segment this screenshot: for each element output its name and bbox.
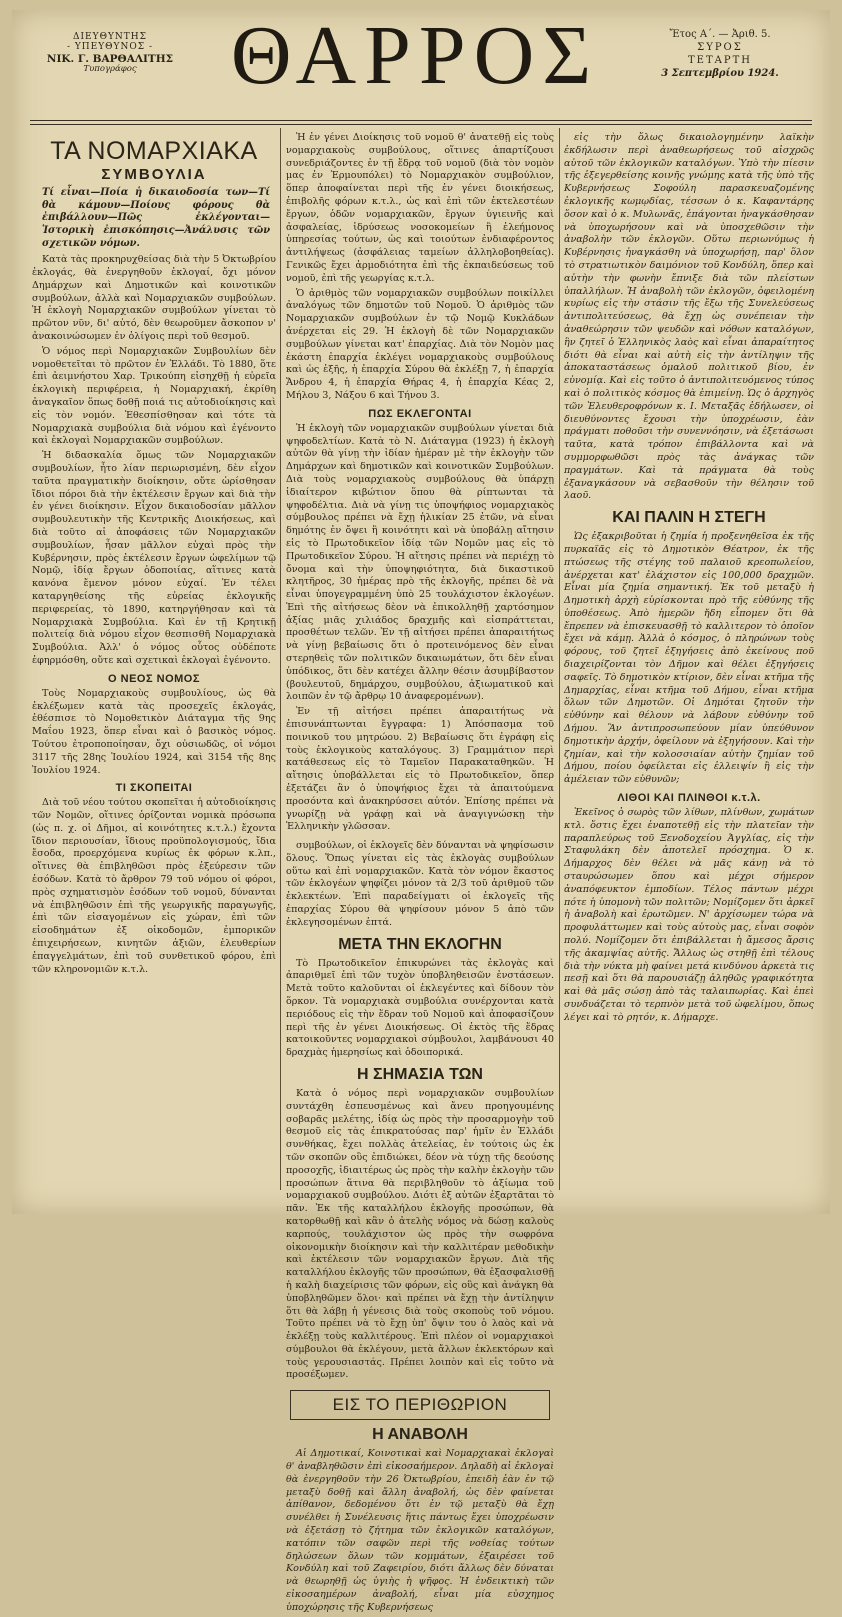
paragraph: Ἡ ἐν γένει Διοίκησις τοῦ νομοῦ θ' ἀνατεθῇ εἰς τοὺς νομαρχιακοὺς συμβούλους, οἵτινες ἀπαρτίζουσι συνεδριάζοντες ἐν τῇ ἕδρᾳ τοῦ νομοῦ (διὰ τὸν νομὸν μας ἐν Ἑρμουπόλει) τὸ Νομαρχιακὸν συμβούλιον, ὅπερ ἀποφαίνεται περὶ τῆς ἐν γένει διοικήσεως, ἐπιβολῆς φόρων κ.τ.λ., ὡς καὶ ἐπὶ τῶν ἐκτελεστέων ἔργων, ὁδῶν νομαρχιακῶν, ἔργων ὑγιεινῆς καὶ ἀσφαλείας, ἰδρύσεως νοσοκομείων ἢ ἐλεήμονος ὑπηρεσίας τούτων, ὡς καὶ τοιούτων ἐνδιαφέροντος ἀντιλήψεως (ἀσφάλειας ταμείων ἀλληλοβοηθείας). Γενικῶς ἔχει ἁρμοδιότητα ἐπὶ τῆς ἐκπαιδεύσεως τοῦ νομοῦ, ἐπὶ τῆς γεωργίας κ.τ.λ. xyxy=(286,132,554,284)
section-heading: ΤΙ ΣΚΟΠΕΙΤΑΙ xyxy=(115,782,193,795)
section-heading: ΚΑΙ ΠΑΛΙΝ Η ΣΤΕΓΗ xyxy=(612,509,766,527)
masthead-issue-block xyxy=(640,28,800,80)
article-abstract: Τί εἶναι—Ποία ἡ δικαιοδοσία των—Τί θὰ κάμουν—Ποίους φόρους θὰ ἐπιβάλλουν—Πῶς ἐκλέγονται—Ἱστορικὴ ἐπισκόπησις—Ἀνάλυσις τῶν σχετικῶν νόμων. xyxy=(42,187,270,249)
issue-day: ΤΕΤΑΡΤΗ xyxy=(688,55,752,66)
column-2-upper xyxy=(286,132,554,836)
column-2 xyxy=(286,132,554,1613)
section-heading: Η ΣΗΜΑΣΙΑ ΤΩΝ xyxy=(357,1065,483,1083)
article-title: ΤΑ ΝΟΜΑΡΧΙΑΚΑ xyxy=(50,137,258,165)
column-divider-1 xyxy=(280,128,281,1190)
paragraph: Ἐν τῇ αἰτήσει πρέπει ἀπαραιτήτως νὰ ἐπισυνάπτωνται ἔγγραφα: 1) Ἀπόσπασμα τοῦ ποινικοῦ του μητρώου. 2) Βεβαίωσις ὅτι ἐγράφη εἰς τοὺς ἐκλογικοὺς καταλόγους. 3) Γραμμάτιον περὶ κατάθεσεως εἰς τὸ Ταμεῖον Παρακαταθηκῶν. Ἡ αἴτησις ὑποβάλλεται εἰς τὸ Πρωτοδικεῖον, ὅπερ ἐξετάζει ἂν ὁ ὑποψήφιος ἔχει τὰ ἀπαιτούμενα προσόντα καὶ ἀνακηρύσσει αὐτόν. Ἐπίσης πρέπει νὰ γνωρίζῃ νὰ γράφῃ καὶ νὰ ἀναγιγνώσκῃ τὴν Ἑλληνικὴν γλῶσσαν. xyxy=(286,706,554,833)
paragraph: Ἡ ἐκλογὴ τῶν νομαρχιακῶν συμβούλων γίνεται διὰ ψηφοδελτίων. Κατὰ τὸ Ν. Διάταγμα (1923) ἡ ἐκλογὴ αὐτῶν θὰ γίνῃ τὴν ἰδίαν ἡμέραν μὲ τὴν ἐκλογὴν τῶν Δημάρχων καὶ δημοτικῶν καὶ κοινοτικῶν Συμβούλων. Διὰ τοὺς νομαρχιακοὺς συμβούλους θὰ ὑπάρχῃ ἰδιαίτερον κιβώτιον ὅπου θὰ ρίπτωνται τὰ ψηφοδέλτια. Διὰ νὰ γίνῃ τις ὑποψήφιος νομαρχιακὸς σύμβουλος πρέπει νὰ ἔχῃ ἡλικίαν 25 ἐτῶν, νὰ εἶναι δημότης ἐν ὄψει ἢ κοινότητι καὶ νὰ ὑποβάλῃ αἴτησιν εἰς τὸ Πρωτοδικεῖον ἰδίᾳ τῶν Νομῶν μας εἰς τὸ Πρωτοδικεῖον Σύρου. Ἡ αἴτησις πρέπει νὰ περιέχῃ τὸ ὄνομα καὶ τὴν ὑποψηφιότητα, διὰ δικαστικοῦ κλητῆρος, 30 ἡμέρας πρὸ τῆς ἐκλογῆς, πρέπει δὲ νὰ εἶναι ὑπογεγραμμένη ὑπὸ 25 τουλάχιστον ἐκλογέων. Ἐπὶ τῆς αἰτήσεως δὲον νὰ ἐπικολληθῇ χαρτόσημον ἀξίας μιᾶς χιλιάδος δραχμῆς καὶ εἰσπράττεται, προσθέτων τελῶν. Ἐν τῇ αἰτήσει πρέπει ἀπαραιτήτως νὰ γίνῃ βεβαίωσις ὅτι ὁ προτεινόμενος δὲν εἶναι στερηθεὶς τῶν πολιτικῶν δικαιωμάτων, ὅτι δὲν εἶναι ὑπόδικος, ὅτι δὲν κατέχει ἄλλην θέσιν ἀσυμβίβαστον (βουλευτοῦ, δημάρχου, συμβούλου, ἀξιωματικοῦ καὶ λοιπῶν ἐν τῷ ἄρθρῳ 10 ἀναφερομένων). xyxy=(286,422,554,703)
issue-date: 3 Σεπτεμβρίου 1924. xyxy=(661,68,779,79)
masthead-editor-block xyxy=(40,32,180,75)
masthead xyxy=(12,10,830,118)
margin-box-heading: ΕΙΣ ΤΟ ΠΕΡΙΘΩΡΙΟΝ xyxy=(290,1390,550,1420)
masthead-rule-top xyxy=(30,120,812,121)
editor-label: ΔΙΕΥΘΥΝΤΗΣ xyxy=(73,32,147,42)
paragraph: Ὁ νόμος περὶ Νομαρχιακῶν Συμβουλίων δὲν νομοθετεῖται τὸ πρῶτον ἐν Ἑλλάδι. Τὸ 1880, ὅτε ἐπὶ ἀειμνήστου Χαρ. Τρικούπη εἰσηχθῇ ἡ εὐρεῖα ἐκλογικὴ περιφέρεια, ἡ Νομαρχιακή, ἐκρίθη ἀναγκαῖον ὅπως δοθῇ ποιά τις αὐτοδιοίκησις καὶ εἰς τὸν νομόν. Ἐθεσπίσθησαν καὶ τότε τὰ Νομαρχιακὰ συμβούλια διὰ νόμου καὶ ἐγένοντο καὶ ἐκλογαὶ Νομαρχιακῶν συμβούλων. xyxy=(32,345,276,447)
editor-role: Τυπογράφος xyxy=(83,63,137,74)
editor-sublabel: - ΥΠΕΥΘΥΝΟΣ - xyxy=(66,42,154,53)
paragraph: Ὁ ἀριθμὸς τῶν νομαρχιακῶν συμβούλων ποικίλλει ἀναλόγως τῶν δημοτῶν τοῦ Νομοῦ. Ὁ ἀριθμὸς τῶν Νομαρχιακῶν συμβούλων ἐν τῷ Νομῷ Κυκλάδων ἀνέρχεται εἰς 29. Ἡ ἐκλογὴ δὲ τῶν Νομαρχιακῶν συμβούλων γίνεται κατ' ἐπαρχίας. Διὰ τὸν Νομὸν μας ἑκάστη ἐπαρχία ἐκλέγει νομαρχιακοὺς συμβούλους καὶ ὡς ἑξῆς, ἡ ἐπαρχία Σύρου θὰ ἐκλέξῃ 7, ἡ ἐπαρχία Ἄνδρου 4, ἡ ἐπαρχία Θήρας 4, ἡ ἐπαρχία Κέας 2, Μήλου 3, Νάξου 6 καὶ Τήνου 3. xyxy=(286,287,554,401)
column-divider-2 xyxy=(559,128,560,1190)
column-3 xyxy=(564,132,814,1186)
paragraph: Ἡ διδασκαλία ὅμως τῶν Νομαρχιακῶν συμβουλίων, ἦτο λίαν περιωρισμένη, δὲν εἶχον ταῦτα πραγματικὴν διοίκησιν, οὔτε ὡρίσθησαν ἴδιοι πόροι διὰ τὴν ἐκτέλεσιν ἔργων καὶ διὰ τὴν ἐν γένει διοίκησιν. Εἶχον δικαιοδοσίαν μᾶλλον συμβουλευτικὴν τῆς Κεντρικῆς Διοικήσεως, καὶ διὰ τοῦτο αἱ ἀποφάσεις τῶν Νομαρχιακῶν συμβουλίων, ἦσαν μᾶλλον εὐχαὶ πρὸς τὴν Κυβέρνησιν, πρὸς ἐκτέλεσιν ἔργων ὠφελίμων τῷ Νομῷ, ἰδίᾳ ἔργων ὁδοποιίας, αἵτινες κατὰ κανόνα ἔμενον μόνον εὐχαί. Ἐν τέλει καταργηθείσης τῆς εὐρείας ἐκλογικῆς περιφερείας, τὸ 1890, κατηργήθησαν καὶ τὰ Νομαρχιακὰ Συμβούλια. Καὶ ἐν τῇ Κρητικῇ πολιτείᾳ διὰ νόμου εἶχον θεσπισθῆ Νομαρχιακὰ Συμβούλια. Ἀλλ' ὁ νόμος οὗτος οὐδέποτε ἐφηρμόσθη, οὔτε καὶ σχετικαὶ ἐκλογαὶ ἐγένοντο. xyxy=(32,450,276,666)
paragraph: Κατὰ ὁ νόμος περὶ νομαρχιακῶν συμβουλίων συντάχθη ἐσπευσμένως καὶ ἄνευ προηγουμένης σοβαρᾶς μελέτης, ἰδίᾳ ὡς πρὸς τὴν προσαρμογὴν τοῦ θεσμοῦ εἰς τὰς ἐπικρατούσας παρ' ἡμῖν ἐν Ἑλλάδι συνθήκας, ἔχει πολλὰς ἀτελείας, ἐν τούτοις ὡς ἐκ τῶν σκοπῶν οὓς ἐπιδιώκει, δέον νὰ τύχῃ τῆς δεούσης προσοχῆς, ἰδιαιτέρως ὡς πρὸς τὴν καλὴν ἐκλογὴν τῶν προσώπων ἅτινα θὰ περιβληθοῦν τὸ ἀξίωμα τοῦ νομαρχιακοῦ συμβούλου. Διότι ἐξ αὐτῶν ἐξαρτᾶται τὸ πᾶν. Ἐκ τῆς καταλλήλου ἐκλογῆς προσώπων, θὰ κατορθωθῇ καὶ κἂν ὁ ἀτελὴς νόμος νὰ δώσῃ καλοὺς καρπούς, τουλάχιστον ὡς πρὸς τὴν σωφρόνα οἰκονομικὴν διοίκησιν καὶ τὴν καλλιτέραν μεθοδικὴν καὶ ἐκτέλεσιν τῶν νομαρχιακῶν ἔργων. Διὰ τῆς καταλλήλου ἐκλογῆς τῶν προσώπων, θὰ ἐξασφαλισθῇ ἡ καλὴ διαχείρισις τῶν φόρων, εἰς οὓς καὶ ἀνάγκη θὰ ὑποβληθῶμεν ὅλοι· καὶ πρέπει νὰ ἔχῃ τὴν ἀντίληψιν ὅτι θὰ λάβῃ ἡ γένεσις διὰ τοὺς σκοποὺς τοῦ νόμου. Τοῦτο πρέπει νὰ τὸ ἔχῃ ὑπ' ὄψιν του ὁ λαὸς καὶ νὰ ἐκλέξῃ τοὺς καλλιτέρους. Ἐπὶ πλέον οἱ νομαρχιακοὶ σύμβουλοι θὰ ἐκλέγουν, μετὰ ἄλλων ἐκλεκτόρων καὶ τοὺς γερουσιαστάς. Πρέπει λοιπὸν καὶ εἰς τοῦτο νὰ προσέξωμεν. xyxy=(286,1087,554,1381)
newspaper-title: ΘΑΡΡΟΣ xyxy=(230,9,600,102)
paragraph: Αἱ Δημοτικαί, Κοινοτικαὶ καὶ Νομαρχιακαὶ ἐκλογαὶ θ' ἀναβληθῶσιν ἐπὶ εἰκοσαήμερον. Δηλαδὴ αἱ ἐκλογαὶ θὰ ἐνεργηθοῦν τὴν 26 Ὀκτωβρίου, ἐπειδὴ ἐὰν ἐν τῷ μεταξὺ δοθῇ καὶ ἄλλη ἀναβολή, ὡς δὲν φαίνεται ἀπίθανον, δεδομένου ὅτι ἐν τῷ μεταξὺ θὰ ἔχῃ συνέλθει ἡ Συνέλευσις ἥτις πάντως ἔχει ὑποχρέωσιν νὰ ἐξετάσῃ τὸ ζήτημα τῶν ἐκλογικῶν καταλόγων, κατόπιν τῶν σαφῶν περὶ τῆς νοθείας τούτων δηλώσεων ὅλων τῶν κομμάτων, ἐξαιρέσει τοῦ Κονδύλη καὶ τοῦ Ζαφειρίου, διότι ἄλλως δὲν δύναται νὰ θεωρηθῇ ὡς ὑγιὴς ἡ ψῆφος. Ἡ ἐνδεικτικὴ τῶν εἰκοσαημέρων ἀναβολή, εἶναι μία εὐσχημος ὑποχώρησις τῆς Κυβερνήσεως xyxy=(286,1448,554,1613)
masthead-rule-bottom xyxy=(30,124,812,125)
column-2-lower xyxy=(286,840,554,1617)
issue-city: ΣΥΡΟΣ xyxy=(697,42,743,53)
section-heading: ΛΙΘΟΙ ΚΑΙ ΠΛΙΝΘΟΙ κ.τ.λ. xyxy=(617,792,761,805)
newspaper-page xyxy=(12,9,830,1613)
paragraph: Ἐκεῖνος ὁ σωρὸς τῶν λίθων, πλίνθων, χωμάτων κτλ. ὅστις ἔχει ἐναποτεθῇ εἰς τὴν πλατεῖαν τὴν παραπλεύρως τοῦ Ξενοδοχείου Ἀγγλίας, εἰς τὴν Σταφυλάκη δὲν ἀποτελεῖ πρόσχημα. Ὁ κ. Δήμαρχος δὲν θέλει νὰ μᾶς κάνῃ νὰ τὸ σταυρώσωμεν ὅπου καὶ μέχρι σήμερον ἀναπόφευκτον ἐμποδίων. Τέλος πάντων μέχρι πότε ἡ ὑπομονὴ τῶν πολιτῶν; Νομίζομεν ὅτι ἀρκεῖ ἡ ἀναβολὴ καὶ ἐρωτῶμεν. Ν' ἀρχίσωμεν τώρα νὰ προφυλάττωμεν καὶ τοὺς αὐτοὺς μας, εἶναι σοφὸν πολύ. Νομίζομεν ὅτι ἐπιβάλλεται ἡ ἄμεσος ἄρσις τῆς ἀκαμψίας αὐτῆς. Ἄλλως ὡς στηθῇ ἐπὶ τέλους διὰ τὴν νύκτα μὴ φαίνει μετά κινδύνου ἀρκετὰ τις πεσῇ καὶ ὅτι θὰ παρουσιάζῃ ἀληθῶς γραφικότητα καὶ θὰ μᾶς σώσῃ ἀπὸ τὰς ταλαιπωρίας. Καὶ ἐπεὶ συνδυάζεται τὸ τερπνὸν μετὰ τοῦ ὠφελίμου, ὅπως λέγει καὶ τὸ ρητόν, κ. Δήμαρχε. xyxy=(564,807,814,1023)
paragraph: Τοὺς Νομαρχιακοὺς συμβουλίους, ὡς θὰ ἐκλέξωμεν κατὰ τὰς προσεχεῖς ἐκλογάς, ἐθέσπισε τὸ Νομοθετικὸν Διάταγμα τῆς 9ης Μαΐου 1923, ὅπερ εἶναι καὶ ὁ βασικὸς νόμος. Τούτου ἐτροποποίησαν, ὄχι οὐσιωδῶς, οἱ νόμοι 3117 τῆς 28ης Ἰουλίου 1924, καὶ 3154 τῆς 8ης Ἰουλίου 1924. xyxy=(32,687,276,776)
paragraph: συμβούλων, οἱ ἐκλογεῖς δὲν δύνανται νὰ ψηφίσωσιν ὅλους. Ὅπως γίνεται εἰς τὰς ἐκλογὰς συμβούλων οὕτω καὶ ἐπὶ νομαρχιακῶν. Κατὰ τὸν νόμον ἕκαστος τῶν ἐκλογέων ψηφίζει μόνον τὰ 2/3 τοῦ ἀριθμοῦ τῶν ἐκλεκτέων. Ἐπὶ παραδείγματι οἱ ἐκλογεῖς τῆς ἐπαρχίας Σύρου θὰ ψηφίσουν μόνον 5 ἀπὸ τῶν ἐκλεγησομένων ἑπτά. xyxy=(286,840,554,928)
paragraph: Ὡς ἐξακριβοῦται ἡ ζημία ἡ προξενηθεῖσα ἐκ τῆς πυρκαϊᾶς εἰς τὸ Δημοτικὸν Θέατρον, ἐκ τῆς πτώσεως τῆς στέγης τοῦ παλαιοῦ κρεοπωλείου, ἀνέρχεται κατ' ἐλάχιστον εἰς 100,000 δραχμῶν. Εἶναι μία ζημία σημαντική. Ἐκ τοῦ μεταξὺ ἡ Δημοτικὴ ἀρχὴ εὑρίσκονται πρὸ τῆς εὐθύνης τῆς ὑποθέσεως. Ἀπὸ ἡμερῶν ἤδη εἶπομεν ὅτι θὰ ἔπρεπεν νὰ ἐπισκευασθῇ τὸ καλλιτερον τὸ ὁποῖον ἔχει νὰ κάμῃ. Ἀλλὰ ὁ κόσμος, ὁ πληρώνων τοὺς φόρους, τοῦ ζητεῖ ἐξηγήσεις ἀπὸ ἐκείνους ποῦ διαχειρίζονται τὸν Δῆμον καὶ θέλει ἐξηγήσεις σαφεῖς. Τὸ δημοτικὸν κτίριον, δὲν εἶναι κτῆμα τῆς Δημαρχίας, εἶναι κτῆμα τοῦ Δήμου, εἶναι κτῆμα ὅλων τῶν Δημοτῶν. Οἱ Δημόται ζητοῦν τὴν εὐθύνην καὶ θέλουν νὰ λάβουν εὐθύνην τοῦ Δήμου. Ἂν ἀντιπροσωπεύουν μίαν ὑπεύθυνον δημοτικὴν ἀρχήν, ὀφείλουν νὰ ἐξηγήσουν. Καὶ τὴν ζημίαν, καὶ τὴν κολοσσιαίαν αὐτὴν ζημίαν τοῦ Δήμου, ποίου ὀφείλεται εἰς ἐλλειψίν ἢ εἰς τὴν ἀμέλειαν τῶν εὐθυνῶν; xyxy=(564,531,814,786)
paragraph: Διὰ τοῦ νέου τούτου σκοπεῖται ἡ αὐτοδιοίκησις τῶν Νομῶν, οἵτινες ὁρίζονται νομικὰ πρόσωπα (ὡς π. χ. οἱ Δῆμοι, αἱ κοινότητες κ.τ.λ.) ἔχοντα ἴδιον περιουσίαν, ἴδιους προϋπολογισμούς, ἴδια ἔσοδα, προερχόμενα κυρίως ἐκ φόρων κ.λπ., οἵτινες θὰ ἐπιβληθῶσι πρὸς ἐξεύρεσιν τῶν ἐσόδων. Κατὰ τὸ ἄρθρον 79 τοῦ νόμου οἱ φόροι, πρὸς σχηματισμὸν ἐσόδων τοῦ νομοῦ, δύνανται νὰ ἐπιβληθῶσιν ἐπὶ τῆς γεωργικῆς παραγωγῆς, ἐπὶ τῶν εἰσαγομένων εἰς χώραν, ἐπὶ τῶν εἰσοδημάτων ἐξ οἰκοδομῶν, ἐμπορικῶν ἐπιχειρήσεων, κινητῶν ἀξιῶν, ἐλευθερίων ἐπαγγελμάτων, ἐπὶ τοῦ συνθετικοῦ φόρου, ἐπὶ τῶν κληρονομιῶν κ.τ.λ. xyxy=(32,797,276,975)
section-heading: Ο ΝΕΟΣ ΝΟΜΟΣ xyxy=(108,672,200,685)
paragraph: Κατὰ τὰς προκηρυχθείσας διὰ τὴν 5 Ὀκτωβρίου ἐκλογάς, θὰ ἐνεργηθοῦν ἐκλογαί, ὄχι μόνον Δημάρχων καὶ Δημοτικῶν καὶ κοινοτικῶν συμβούλων, ἀλλὰ καὶ Νομαρχιακῶν συμβούλων. Ἡ ἐκλογὴ Νομαρχιακῶν συμβούλων γίνεται τὸ πρῶτον νῦν, δι' αὐτό, δὲν θεωροῦμεν ἄσκοπον ν' ἀνακοινώσωμεν ἐν ὀλίγοις περὶ τοῦ θεσμοῦ. xyxy=(32,254,276,342)
section-heading: Η ΑΝΑΒΟΛΗ xyxy=(372,1426,468,1444)
paragraph: Τὸ Πρωτοδικεῖον ἐπικυρώνει τὰς ἐκλογὰς καὶ ἀπαριθμεῖ ἐπὶ τῶν τυχὸν ὑποβληθεισῶν ἐνστάσεων. Μετὰ τοῦτο καλοῦνται οἱ ἐκλεγέντες καὶ δίδουν τὸν ὅρκον. Τὰ νομαρχιακὰ συμβούλια συνέρχονται κατὰ περιόδους εἰς τὴν ἕδραν τοῦ Νομοῦ καὶ ἀποφασίζουν περὶ τῆς ἐν γένει Διοικήσεως. Οἱ ἐκτὸς τῆς ἕδρας κατοικοῦντες νομαρχιακοὶ σύμβουλοι, λαμβάνουσι 40 δραχμὰς ἡμερησίως καὶ ὁδοιπορικά. xyxy=(286,957,554,1059)
section-heading: ΠΩΣ ΕΚΛΕΓΟΝΤΑΙ xyxy=(368,407,472,420)
article-subtitle: ΣΥΜΒΟΥΛΙΑ xyxy=(101,166,207,184)
editor-name: ΝΙΚ. Γ. ΒΑΡΘΑΛΙΤΗΣ xyxy=(46,52,174,65)
paragraph: εἰς τὴν ὅλως δικαιολογημένην λαϊκὴν ἐκδήλωσιν περὶ ἀναθεωρήσεως τοῦ αἰσχρῶς αὐτοῦ τῶν ἐκλογικῶν καταλόγων. Ὑπὸ τὴν πίεσιν τῆς ἐξεγερθείσης κοινῆς γνώμης κατὰ τῆς ὑπὸ τῆς Κυβερνήσεως Σοφούλη παρασκευαζομένης ἐκλογικῆς κωμῳδίας, τέσσων ὁ κ. Καφαντάρης ὅσον καὶ ὁ κ. Μυλωνᾶς, ἐπάγονται ἠναγκάσθησαν νὰ ὑποχωρήσουν καὶ νὰ ὑποσχεθῶσιν τὴν ἀναβολὴν τῶν ἐκλογῶν. Οὕτω περιωνύμως ἡ Κυβέρνησις ἠναγκάσθη νὰ ὑποχωρήσῃ, παρ' ὅλον τὸ στρατιωτικὸν δαιμόνιον τοῦ Κονδύλη, ὅπερ καὶ αὐτὴν τὴν φωνὴν ἔπνιξε διὰ τῶν πλείστων ὑπαλλήλων. Ἡ ἀναβολὴ τῶν ἐκλογῶν, ὀφειλομένη κυρίως εἰς τὴν στάσιν τῆς ἔξω τῆς Συνελεύσεως ἀντιπολιτεύσεως, θὰ ἔχῃ ὡς συνέπειαν τὴν ἀναθεώρησιν τῶν ψευδῶν καὶ νόθων καταλόγων, ἣν ζητεῖ ὁ Ἑλληνικὸς λαὸς καὶ εἶναι ἀπαραίτητος διότι θὰ εἶναι καὶ αὐτὴ εἰς τὴν ἀντίληψιν τῆς ἀποκαταστάσεως ὁμαλοῦ πολιτικοῦ βίου, ἐν εὐνομίᾳ. Καὶ εἰς τοῦτο ὁ ἀντιπολιτευόμενος τύπος καὶ ὁ πολιτικὸς κόσμος θὰ ἐπιμείνῃ. Ὡς ὁ ἀρχηγὸς τῶν Ἐλευθεροφρόνων κ. Ι. Μεταξᾶς ἐδήλωσεν, οἱ διευθύνοντες ἔχουσι τὴν ὑποχρέωσιν, ἐὰν πράγματι ποθοῦσι τὴν συνεννόησιν, νὰ ἐξετάσωσι ταῦτα, κατὰ τρόπον ἐπιβάλλοντα καὶ νὰ συμμορφωθῶσι πρὸς τὰς ἀνάγκας τῶν πραγμάτων. Καὶ τὰ πράγματα θὰ τοὺς ἐξαναγκάσουν νὰ σεβασθοῦν τὴν θέλησιν τοῦ λαοῦ. xyxy=(564,132,814,502)
section-heading: ΜΕΤΑ ΤΗΝ ΕΚΛΟΓΗΝ xyxy=(338,935,502,953)
column-1 xyxy=(32,132,276,1186)
issue-number: Ἔτος Α΄. — Ἀριθ. 5. xyxy=(669,29,771,40)
